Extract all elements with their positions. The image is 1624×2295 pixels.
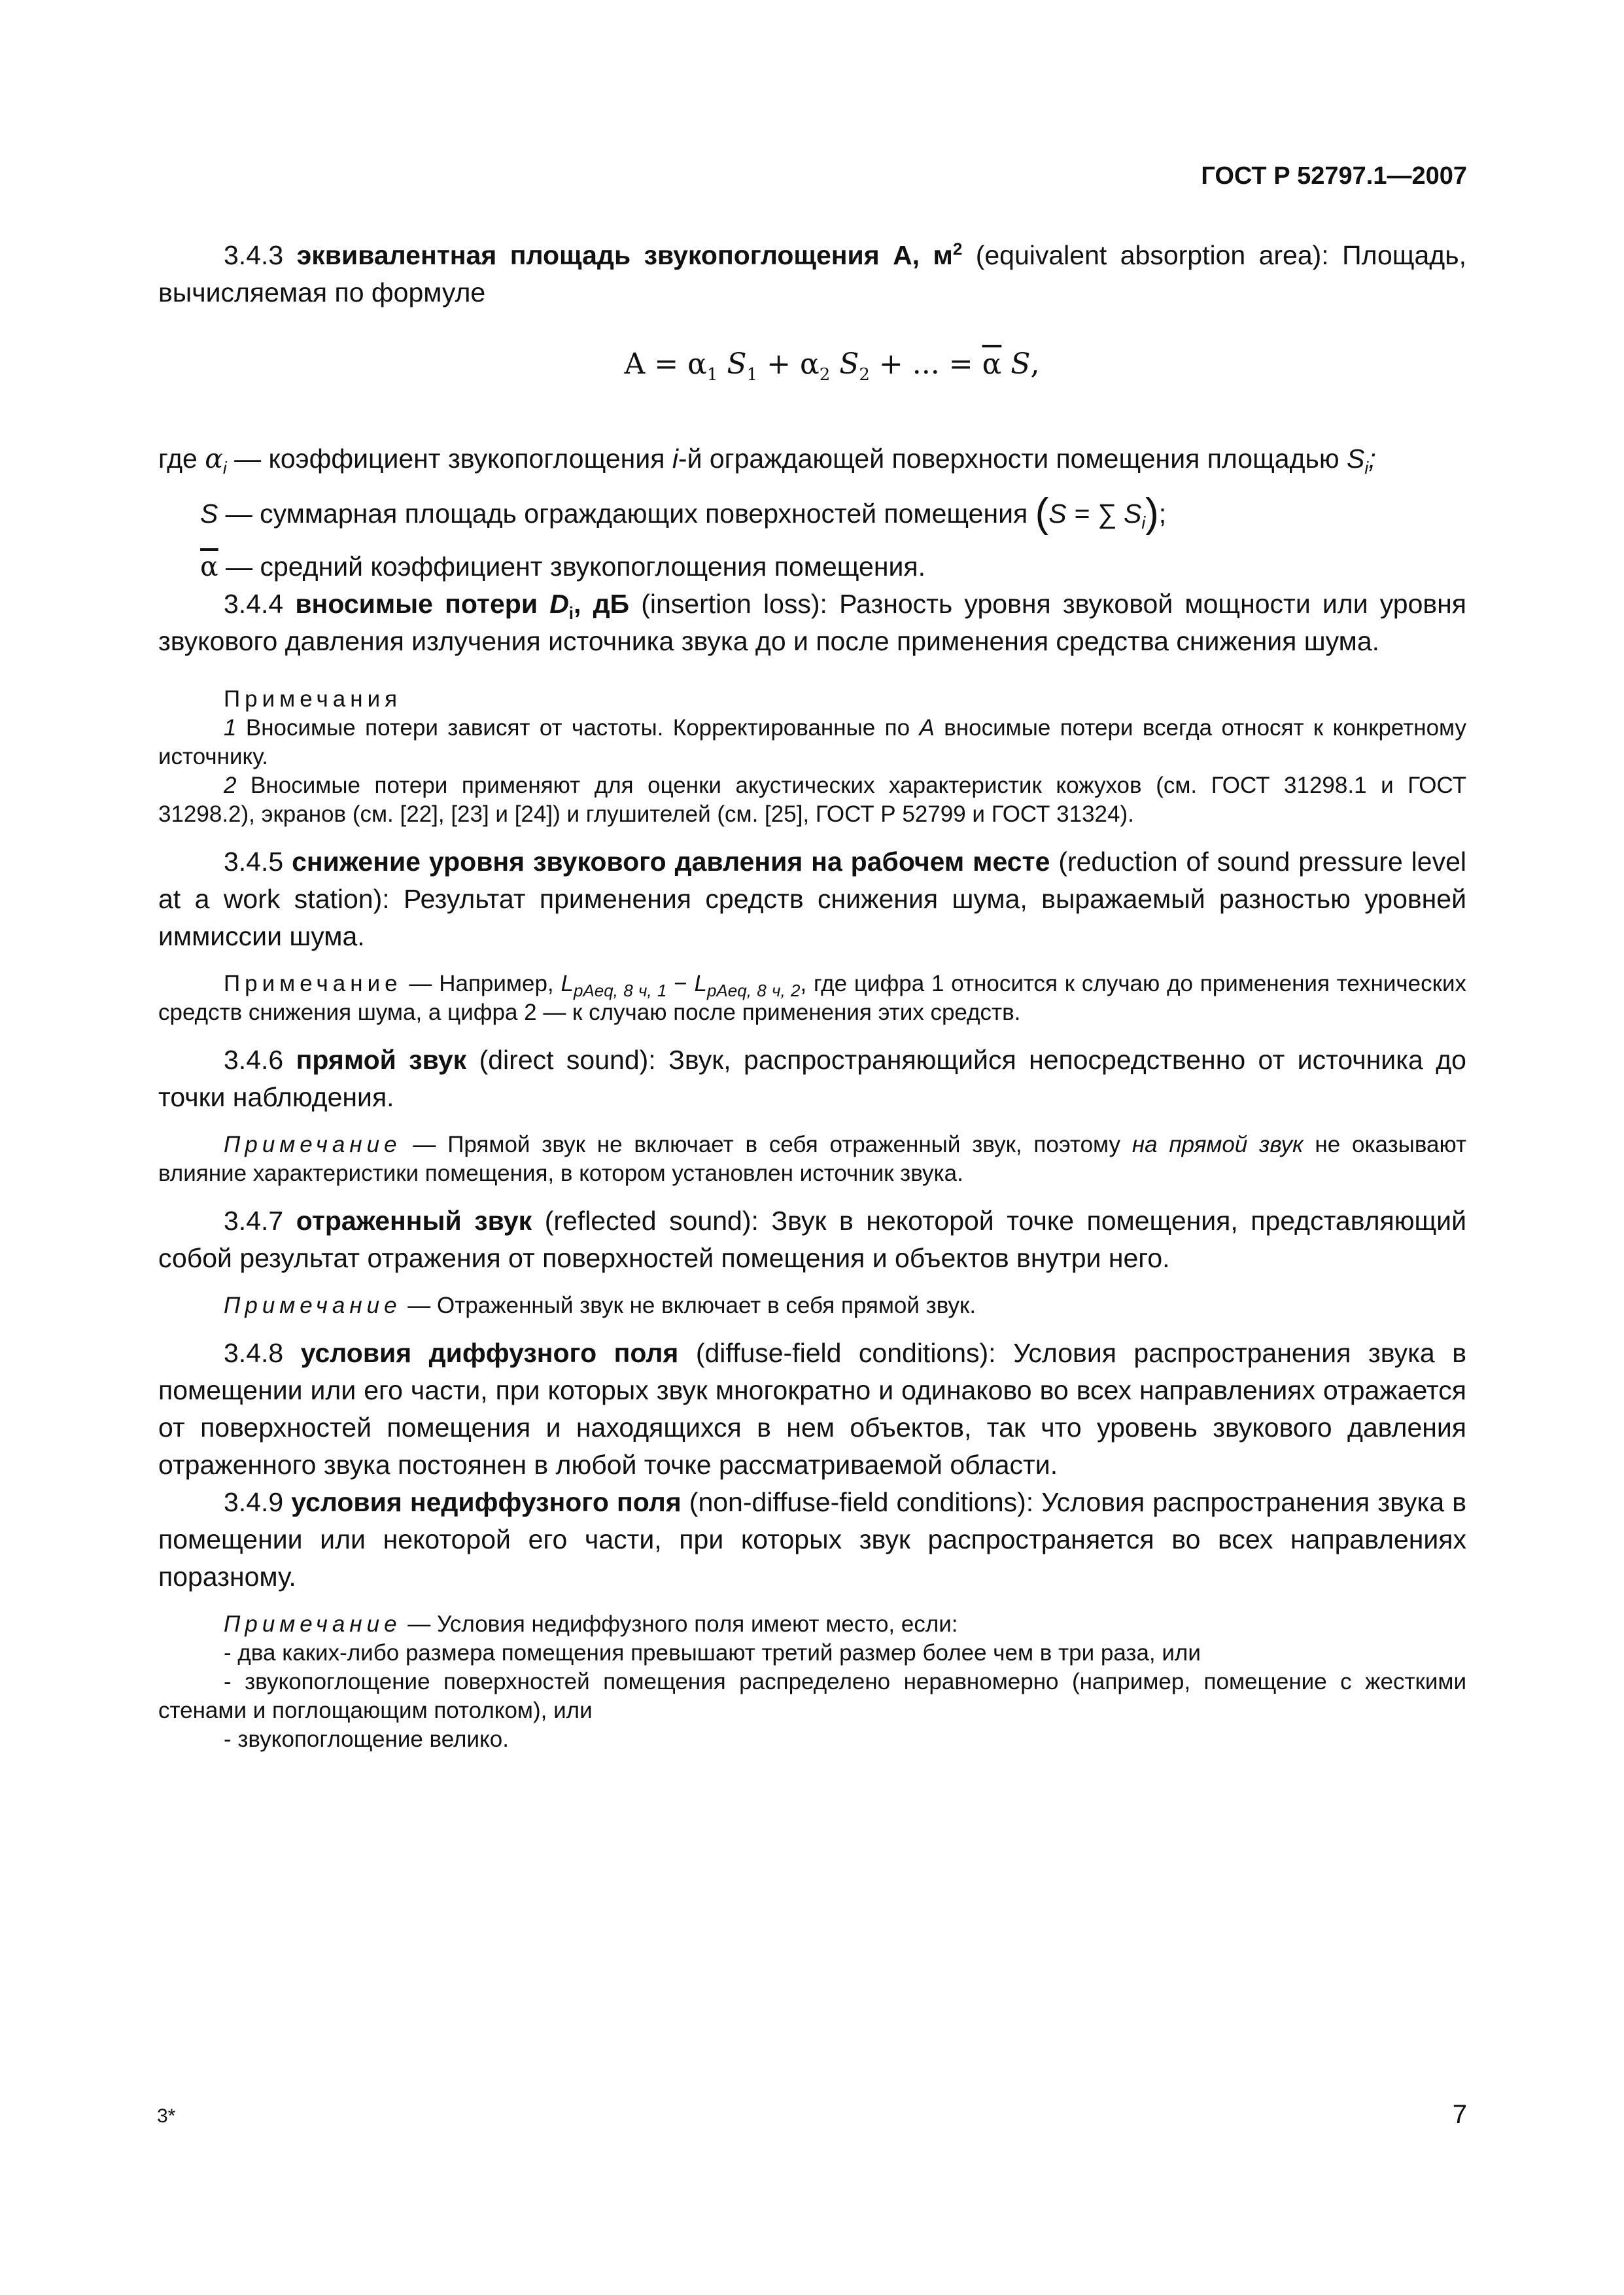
note-3-4-9 xyxy=(158,1610,1466,1639)
clause-number: 3.4.4 xyxy=(224,589,296,619)
note-3-4-7 xyxy=(158,1291,1466,1320)
formula-S: S xyxy=(1011,347,1031,381)
formula-plus: + xyxy=(757,347,800,381)
symbol-S: S xyxy=(200,499,218,529)
note-3-4-6 xyxy=(158,1130,1466,1188)
note-number: 2 xyxy=(224,773,237,798)
standard-number: ГОСТ Р 52797.1—2007 xyxy=(1201,162,1467,190)
clause-3-4-4 xyxy=(158,586,1466,660)
punct: ; xyxy=(1368,444,1376,474)
where-alpha-mean xyxy=(158,548,1466,586)
note-label: Примечание xyxy=(224,971,402,996)
note-label: Примечание xyxy=(224,1611,402,1637)
note-1 xyxy=(158,714,1466,771)
note-3-4-5 xyxy=(158,970,1466,1027)
note-text: вносимые потери всегда относят к конкретному источнику. xyxy=(158,715,1466,769)
definition: (insertion loss): Разность уровня звуковой мощности или уровня звукового давления излучения источника звука до и после применения средства снижения шума. xyxy=(158,589,1467,656)
formula-alpha2: α xyxy=(799,347,820,381)
where-text: -й ограждающей поверхности помещения площадью xyxy=(678,444,1347,474)
symbol-sub: i xyxy=(222,458,227,478)
formula-absorption-area xyxy=(158,345,1466,383)
formula-sub: 2 xyxy=(819,364,831,385)
note-symbol: А xyxy=(919,715,935,741)
where-lead: где xyxy=(158,444,205,474)
formula-sub: 1 xyxy=(706,364,718,385)
list-item: - два каких-либо размера помещения превышают третий размер более чем в три раза, или xyxy=(224,1640,1201,1666)
symbol-alpha: α xyxy=(205,443,223,474)
where-S xyxy=(158,491,1466,536)
note-2 xyxy=(158,771,1466,829)
term: условия диффузного поля xyxy=(300,1338,679,1368)
symbol-alpha-mean: $\overline{\alpha}$ xyxy=(200,551,218,582)
term-unit: , дБ xyxy=(574,589,630,619)
clause-number: 3.4.8 xyxy=(224,1338,301,1368)
notes-heading xyxy=(158,685,1466,714)
symbol-sub: pAeq, 8 ч, 2 xyxy=(706,981,801,1000)
symbol-sub: pAeq, 8 ч, 1 xyxy=(573,981,667,1000)
clause-3-4-5 xyxy=(158,843,1466,955)
note-label: Примечание xyxy=(224,1293,402,1318)
clause-number: 3.4.6 xyxy=(224,1045,296,1075)
paren-open: ( xyxy=(1035,491,1049,536)
formula-alpha-mean: $\overline{\alpha}$ xyxy=(982,347,1002,381)
note-number: 1 xyxy=(224,715,237,741)
term: условия недиффузного поля xyxy=(291,1487,682,1517)
symbol-sub: i xyxy=(1141,513,1146,533)
formula-sub: 2 xyxy=(859,364,870,385)
term-superscript: 2 xyxy=(952,239,963,259)
formula-end: , xyxy=(1030,347,1040,381)
clause-3-4-8 xyxy=(158,1335,1466,1484)
note-text: не оказывают влияние характеристики помещения, в котором установлен источник звука. xyxy=(158,1132,1467,1186)
term: прямой звук xyxy=(296,1045,467,1075)
definition: (reduction of sound pressure level at a work station): Результат применения средств снижения шума, выражаемый разностью уровней иммиссии шума. xyxy=(158,847,1466,951)
clause-3-4-6 xyxy=(158,1042,1466,1116)
note-text: — Прямой звук не включает в себя отраженный звук, поэтому xyxy=(401,1132,1132,1157)
formula-S1: S xyxy=(727,347,747,381)
symbol-L: L xyxy=(561,971,574,996)
formula-alpha1: α xyxy=(687,347,707,381)
paren-close: ) xyxy=(1145,491,1159,536)
punct: ; xyxy=(1158,499,1167,529)
page-number: 7 xyxy=(1452,2100,1467,2129)
term: отраженный звук xyxy=(296,1206,532,1236)
where-text: — суммарная площадь ограждающих поверхностей помещения xyxy=(218,499,1035,529)
where-alpha-i xyxy=(158,440,1466,478)
definition: (non-diffuse-field conditions): Условия распространения звука в помещении или некоторой его части, при которых звук распространяется во всех направлениях поразному. xyxy=(158,1487,1466,1592)
clause-number: 3.4.9 xyxy=(224,1487,292,1517)
definition: (diffuse-field conditions): Условия распространения звука в помещении или его части, при которых звук многократно и одинаково во всех направлениях отражается от поверхностей помещения и находящихся в нем объектов, так что уровень звукового давления отраженного звука постоянен в любой точке рассматриваемой области. xyxy=(158,1338,1466,1480)
notes-label: Примечания xyxy=(224,686,402,712)
note-text: Вносимые потери применяют для оценки акустических характеристик кожухов (см. ГОСТ 31298.1 и ГОСТ 31298.2), экранов (см. [22], [23] и [24]) и глушителей (см. [25], ГОСТ Р 52799 и ГОСТ 31324). xyxy=(158,773,1466,827)
formula-sub: 1 xyxy=(746,364,758,385)
term: вносимые потери xyxy=(295,589,550,619)
clause-number: 3.4.7 xyxy=(224,1206,296,1236)
formula-A: A xyxy=(624,347,646,381)
minus: − xyxy=(666,971,695,996)
formula-tail: + ... = xyxy=(869,347,982,381)
sum-expression: S = ∑ S xyxy=(1048,499,1142,529)
list-item: - звукопоглощение поверхностей помещения распределено неравномерно (например, помещение с жесткими стенами и поглощающим потолком), или xyxy=(158,1669,1466,1723)
definition: (reflected sound): Звук в некоторой точке помещения, представляющий собой результат отражения от поверхностей помещения и объектов внутри него. xyxy=(158,1206,1466,1273)
note-text: Вносимые потери зависят от частоты. Корректированные по xyxy=(236,715,920,741)
note-text: — Отраженный звук не включает в себя прямой звук. xyxy=(401,1293,976,1318)
symbol-sub: i xyxy=(1364,458,1369,478)
term: снижение уровня звукового давления на рабочем месте xyxy=(292,847,1050,877)
note-italic: на прямой звук xyxy=(1132,1132,1304,1157)
where-text: — средний коэффициент звукопоглощения помещения. xyxy=(218,552,925,582)
clause-number: 3.4.5 xyxy=(224,847,292,877)
term-sub: i xyxy=(568,603,574,623)
formula-eq: = xyxy=(645,347,688,381)
clause-3-4-9 xyxy=(158,1484,1466,1596)
index-i: i xyxy=(672,444,678,474)
clause-3-4-3 xyxy=(158,237,1466,311)
note-label: Примечание xyxy=(224,1132,402,1157)
definition: (equivalent absorption area): Площадь, вычисляемая по формуле xyxy=(158,240,1466,307)
document-body xyxy=(158,237,1466,1754)
symbol-L: L xyxy=(694,971,707,996)
term: эквивалентная площадь звукопоглощения А, м xyxy=(296,240,953,270)
definition: (direct sound): Звук, распространяющийся непосредственно от источника до точки наблюдения. xyxy=(158,1045,1466,1112)
note-text: — Например, xyxy=(402,971,561,996)
sheet-mark: 3* xyxy=(157,2105,176,2127)
formula-S2: S xyxy=(839,347,859,381)
term-symbol: D xyxy=(549,589,569,619)
note-text: , где цифра 1 относится к случаю до применения технических средств снижения шума, а цифра 2 — к случаю после применения этих средств. xyxy=(158,971,1466,1025)
where-text: — коэффициент звукопоглощения xyxy=(226,444,672,474)
symbol-S: S xyxy=(1347,444,1365,474)
clause-3-4-7 xyxy=(158,1202,1466,1277)
note-text: — Условия недиффузного поля имеют место, если: xyxy=(401,1611,958,1637)
list-item: - звукопоглощение велико. xyxy=(224,1726,509,1752)
clause-number: 3.4.3 xyxy=(224,240,297,270)
